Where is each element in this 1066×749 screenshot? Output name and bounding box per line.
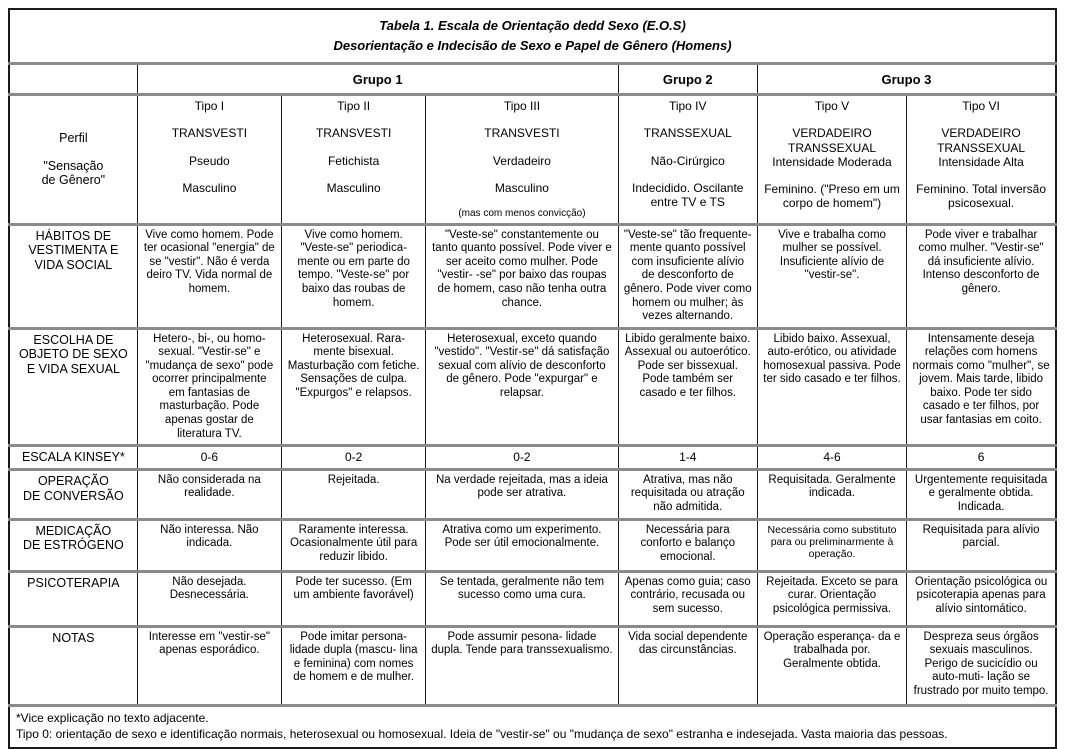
row-header-kinsey — [9, 446, 137, 470]
cell-paragraph: Não interessa. Não indicada. — [160, 523, 259, 550]
cell-paragraph: Raramente interessa. Ocasionalmente útil para reduzir libido. — [290, 523, 418, 563]
cell-perfil-tipo2 — [282, 95, 426, 224]
cell-paragraph: Operação esperança- da e trabalhada por. Geralmente obtida. — [763, 630, 901, 670]
table-row-escolha — [9, 328, 1056, 446]
cell-paragraph: "Veste-se" tão frequente- mente quanto possível com insuficiente alívio de desconforto de gênero. Pode viver como homem ou mulher; às vezes alternando. — [623, 228, 752, 323]
cell-paragraph: Vive e trabalha como mulher se possível. Insuficiente alívio de "vestir-se". — [778, 228, 886, 282]
table-row-medicacao — [9, 519, 1056, 571]
cell-notas-tipo2 — [282, 626, 426, 705]
cell-paragraph: Tipo VI — [962, 99, 1000, 114]
cell-psicoterapia-tipo5 — [757, 571, 906, 626]
cell-paragraph: Na verdade rejeitada, mas a ideia pode ser atrativa. — [435, 473, 608, 500]
cell-paragraph: Verdadeiro — [492, 153, 551, 168]
cell-paragraph: Tipo I — [194, 99, 225, 114]
cell-paragraph: Requisitada para alívio parcial. — [922, 523, 1040, 550]
row-header-notas — [9, 626, 137, 705]
cell-paragraph: Libido baixo. Assexual, auto-erótico, ou atividade homosexual passiva. Pode ter sido casado e ter filhos. — [763, 332, 901, 386]
cell-paragraph: Libido geralmente baixo. Assexual ou autoerótico. Pode ser bissexual. Pode também ser casado e ter filhos. — [624, 332, 751, 399]
footnote-cell — [9, 705, 1056, 748]
group-header-grupo-3: Grupo 3 — [757, 64, 1056, 95]
table-title-row — [9, 9, 1056, 64]
cell-psicoterapia-tipo2 — [282, 571, 426, 626]
cell-paragraph: 6 — [977, 450, 985, 465]
cell-paragraph: DE ESTRÓGENO — [23, 538, 124, 553]
footnote-1: *Vice explicação no texto adjacente. — [16, 710, 209, 725]
cell-paragraph: Pode assumir pesona- lidade dupla. Tende para transsexualismo. — [431, 630, 613, 657]
footnote-row — [9, 705, 1056, 748]
cell-paragraph: Não desejada. Desnecessária. — [169, 575, 249, 602]
cell-paragraph: Interesse em "vestir-se" apenas esporádico. — [148, 630, 271, 657]
cell-operacao-tipo6 — [907, 469, 1056, 519]
cell-paragraph: 4-6 — [823, 450, 841, 465]
cell-medicacao-tipo4 — [618, 519, 757, 571]
cell-paragraph: Pode imitar persona- lidade dupla (mascu- lina e feminina) com nomes de homem e de mulher. — [289, 630, 418, 684]
cell-paragraph: "Sensação — [43, 158, 104, 173]
cell-escolha-tipo3 — [426, 328, 618, 446]
group-header-grupo-1: Grupo 1 — [137, 64, 618, 95]
cell-paragraph: Orientação psicológica ou psicoterapia apenas para alívio sintomático. — [914, 575, 1048, 615]
table-row-operacao — [9, 469, 1056, 519]
cell-paragraph: TRANSVESTI — [315, 126, 392, 141]
row-header-habitos — [9, 224, 137, 328]
cell-paragraph: Pode ter sucesso. (Em um ambiente favorável) — [293, 575, 414, 602]
cell-paragraph: Necessária como substituto para ou preliminarmente à operação. — [767, 523, 897, 561]
cell-kinsey-tipo5 — [757, 446, 906, 470]
cell-operacao-tipo1 — [137, 469, 281, 519]
row-header-psicoterapia — [9, 571, 137, 626]
cell-paragraph: MEDICAÇÃO — [35, 523, 112, 538]
cell-notas-tipo4 — [618, 626, 757, 705]
cell-paragraph: Tipo II — [337, 99, 371, 114]
table-row-perfil — [9, 95, 1056, 224]
cell-operacao-tipo3 — [426, 469, 618, 519]
cell-habitos-tipo5 — [757, 224, 906, 328]
table-row-habitos — [9, 224, 1056, 328]
cell-paragraph: VESTIMENTA E — [28, 243, 119, 258]
table-row-psicoterapia — [9, 571, 1056, 626]
cell-paragraph: VERDADEIRO TRANSSEXUAL Intensidade Alta — [937, 126, 1026, 169]
cell-paragraph: Urgentemente requisitada e geralmente obtida. Indicada. — [914, 473, 1048, 514]
cell-paragraph: Vive como homem. Pode ter ocasional "energia" de se "vestir". Não é verda deiro TV. Vida normal de homem. — [143, 228, 275, 295]
cell-paragraph: Perfil — [59, 130, 88, 145]
cell-paragraph: Indecidido. Oscilante entre TV e TS — [632, 180, 744, 209]
group-header-grupo-2: Grupo 2 — [618, 64, 757, 95]
cell-paragraph: TRANSSEXUAL — [643, 126, 732, 141]
cell-paragraph: (mas com menos convicção) — [458, 207, 586, 219]
cell-paragraph: Requisitada. Geralmente indicada. — [768, 473, 896, 500]
cell-paragraph: Despreza seus órgãos sexuais masculinos. Perigo de sucicídio ou auto-muti- lação se frustrado por muito tempo. — [913, 630, 1049, 697]
cell-medicacao-tipo2 — [282, 519, 426, 571]
cell-habitos-tipo4 — [618, 224, 757, 328]
footnote-2: Tipo 0: orientação de sexo e identificação normais, heterosexual ou homosexual. Ideia de "vestir-se" ou "mudança de sexo" estranha e indesejada. Vasta maioria das pessoas. — [16, 726, 948, 741]
cell-paragraph: Pode viver e trabalhar como mulher. "Vestir-se" dá insuficiente alívio. Intenso desconforto de gênero. — [918, 228, 1044, 295]
row-header-escolha — [9, 328, 137, 446]
cell-paragraph: Atrativa, mas não requisitada ou atração não admitida. — [630, 473, 745, 514]
cell-habitos-tipo3 — [426, 224, 618, 328]
eos-table — [8, 8, 1057, 749]
cell-notas-tipo5 — [757, 626, 906, 705]
cell-medicacao-tipo5 — [757, 519, 906, 571]
cell-paragraph: Se tentada, geralmente não tem sucesso como uma cura. — [439, 575, 605, 602]
cell-paragraph: Feminino. ("Preso em um corpo de homem") — [764, 181, 900, 211]
cell-escolha-tipo6 — [907, 328, 1056, 446]
row-header-perfil — [9, 95, 137, 224]
cell-psicoterapia-tipo1 — [137, 571, 281, 626]
cell-paragraph: TRANSVESTI — [484, 126, 560, 141]
cell-paragraph: E VIDA SEXUAL — [26, 362, 120, 377]
cell-perfil-tipo6 — [907, 95, 1056, 224]
cell-paragraph: Masculino — [494, 180, 549, 195]
cell-medicacao-tipo1 — [137, 519, 281, 571]
table-footer — [9, 705, 1056, 748]
cell-kinsey-tipo1 — [137, 446, 281, 470]
cell-paragraph: Rejeitada. — [327, 473, 380, 486]
cell-paragraph: Vive como homem. "Veste-se" periodica- mente ou em parte do tempo. "Veste-se" por baixo das roubas de homem. — [297, 228, 410, 309]
cell-perfil-tipo3 — [426, 95, 618, 224]
cell-notas-tipo1 — [137, 626, 281, 705]
cell-psicoterapia-tipo4 — [618, 571, 757, 626]
cell-habitos-tipo1 — [137, 224, 281, 328]
cell-paragraph: HÁBITOS DE — [35, 228, 112, 243]
cell-paragraph: Feminino. Total inversão psicosexual. — [916, 181, 1046, 211]
cell-paragraph: Atrativa como um experimento. Pode ser útil emocionalmente. — [442, 523, 602, 550]
cell-paragraph: Não considerada na realidade. — [157, 473, 261, 500]
cell-psicoterapia-tipo3 — [426, 571, 618, 626]
cell-kinsey-tipo3 — [426, 446, 618, 470]
group-header-row — [9, 64, 1056, 95]
cell-paragraph: DE CONVERSÃO — [23, 488, 124, 503]
cell-paragraph: 1-4 — [679, 450, 697, 465]
cell-escolha-tipo2 — [282, 328, 426, 446]
cell-paragraph: Masculino — [182, 180, 237, 195]
cell-paragraph: Heterosexual. Rara- mente bisexual. Masturbação com fetiche. Sensações de culpa. "Expurgos" e relapsos. — [287, 332, 420, 399]
cell-paragraph: Vida social dependente das circunstâncias. — [628, 630, 748, 657]
cell-medicacao-tipo3 — [426, 519, 618, 571]
cell-paragraph: VIDA SOCIAL — [34, 258, 113, 273]
cell-notas-tipo6 — [907, 626, 1056, 705]
group-header-empty-cell — [9, 64, 137, 95]
cell-perfil-tipo1 — [137, 95, 281, 224]
cell-paragraph: PSICOTERAPIA — [27, 575, 120, 590]
cell-paragraph: Tipo IV — [668, 99, 707, 114]
cell-paragraph: 0-2 — [344, 450, 363, 465]
cell-habitos-tipo6 — [907, 224, 1056, 328]
table-row-kinsey — [9, 446, 1056, 470]
cell-paragraph: Fetichista — [327, 153, 380, 168]
cell-operacao-tipo5 — [757, 469, 906, 519]
cell-paragraph: Apenas como guia; caso contrário, recusada ou sem sucesso. — [624, 575, 751, 615]
cell-paragraph: Heterosexual, exceto quando "vestido". "Vestir-se" dá satisfação sexual com alívio de desconforto de gênero. Pode "expurgar" e relapsar. — [434, 332, 610, 399]
cell-paragraph: 0-2 — [513, 450, 531, 465]
cell-perfil-tipo4 — [618, 95, 757, 224]
row-header-medicacao — [9, 519, 137, 571]
cell-paragraph: Pseudo — [189, 153, 230, 168]
table-title: Tabela 1. Escala de Orientação dedd Sexo (E.O.S) — [379, 18, 686, 33]
table-body — [9, 95, 1056, 705]
cell-operacao-tipo4 — [618, 469, 757, 519]
cell-habitos-tipo2 — [282, 224, 426, 328]
cell-psicoterapia-tipo6 — [907, 571, 1056, 626]
cell-paragraph: NOTAS — [52, 630, 95, 645]
cell-escolha-tipo1 — [137, 328, 281, 446]
cell-paragraph: Não-Cirúrgico — [650, 153, 725, 168]
cell-paragraph: Tipo V — [814, 99, 850, 114]
cell-paragraph: OBJETO DE SEXO — [18, 347, 128, 362]
cell-perfil-tipo5 — [757, 95, 906, 224]
cell-operacao-tipo2 — [282, 469, 426, 519]
row-header-operacao — [9, 469, 137, 519]
table-subtitle: Desorientação e Indecisão de Sexo e Papel de Gênero (Homens) — [333, 38, 732, 54]
cell-paragraph: OPERAÇÃO — [37, 473, 109, 488]
cell-escolha-tipo5 — [757, 328, 906, 446]
cell-paragraph: TRANSVESTI — [171, 126, 248, 141]
cell-escolha-tipo4 — [618, 328, 757, 446]
table-row-notas — [9, 626, 1056, 705]
cell-paragraph: Tipo III — [503, 99, 541, 114]
cell-paragraph: Necessária para conforto e balanço emocional. — [640, 523, 736, 563]
cell-paragraph: Intensamente deseja relações com homens normais como "mulher", se jovem. Mais tarde, libido baixo. Pode ter sido casado e ter filhos, por usar fantasias em coito. — [912, 332, 1050, 427]
cell-paragraph: ESCOLHA DE — [33, 332, 114, 347]
cell-kinsey-tipo4 — [618, 446, 757, 470]
cell-paragraph: ESCALA KINSEY* — [21, 450, 125, 465]
cell-kinsey-tipo6 — [907, 446, 1056, 470]
table-title-block — [9, 9, 1056, 64]
cell-paragraph: de Gênero" — [41, 173, 106, 188]
cell-medicacao-tipo6 — [907, 519, 1056, 571]
cell-kinsey-tipo2 — [282, 446, 426, 470]
cell-paragraph: VERDADEIRO TRANSSEXUAL Intensidade Moderada — [772, 126, 892, 169]
cell-notas-tipo3 — [426, 626, 618, 705]
cell-paragraph: "Veste-se" constantemente ou tanto quanto possível. Pode viver e ser aceito como mulher. Pode "vestir- -se" por baixo das roupas de homem, caso não tenha outra chance. — [432, 228, 612, 309]
cell-paragraph: 0-6 — [200, 450, 219, 465]
cell-paragraph: Masculino — [326, 180, 381, 195]
cell-paragraph: Hetero-, bi-, ou homo- sexual. "Vestir-se" e "mudança de sexo" pode ocorrer principalmente em fantasias de masturbação. Pode apenas gostar de literatura TV. — [145, 332, 274, 440]
cell-paragraph: Rejeitada. Exceto se para curar. Orientação psicológica permissiva. — [766, 575, 898, 615]
